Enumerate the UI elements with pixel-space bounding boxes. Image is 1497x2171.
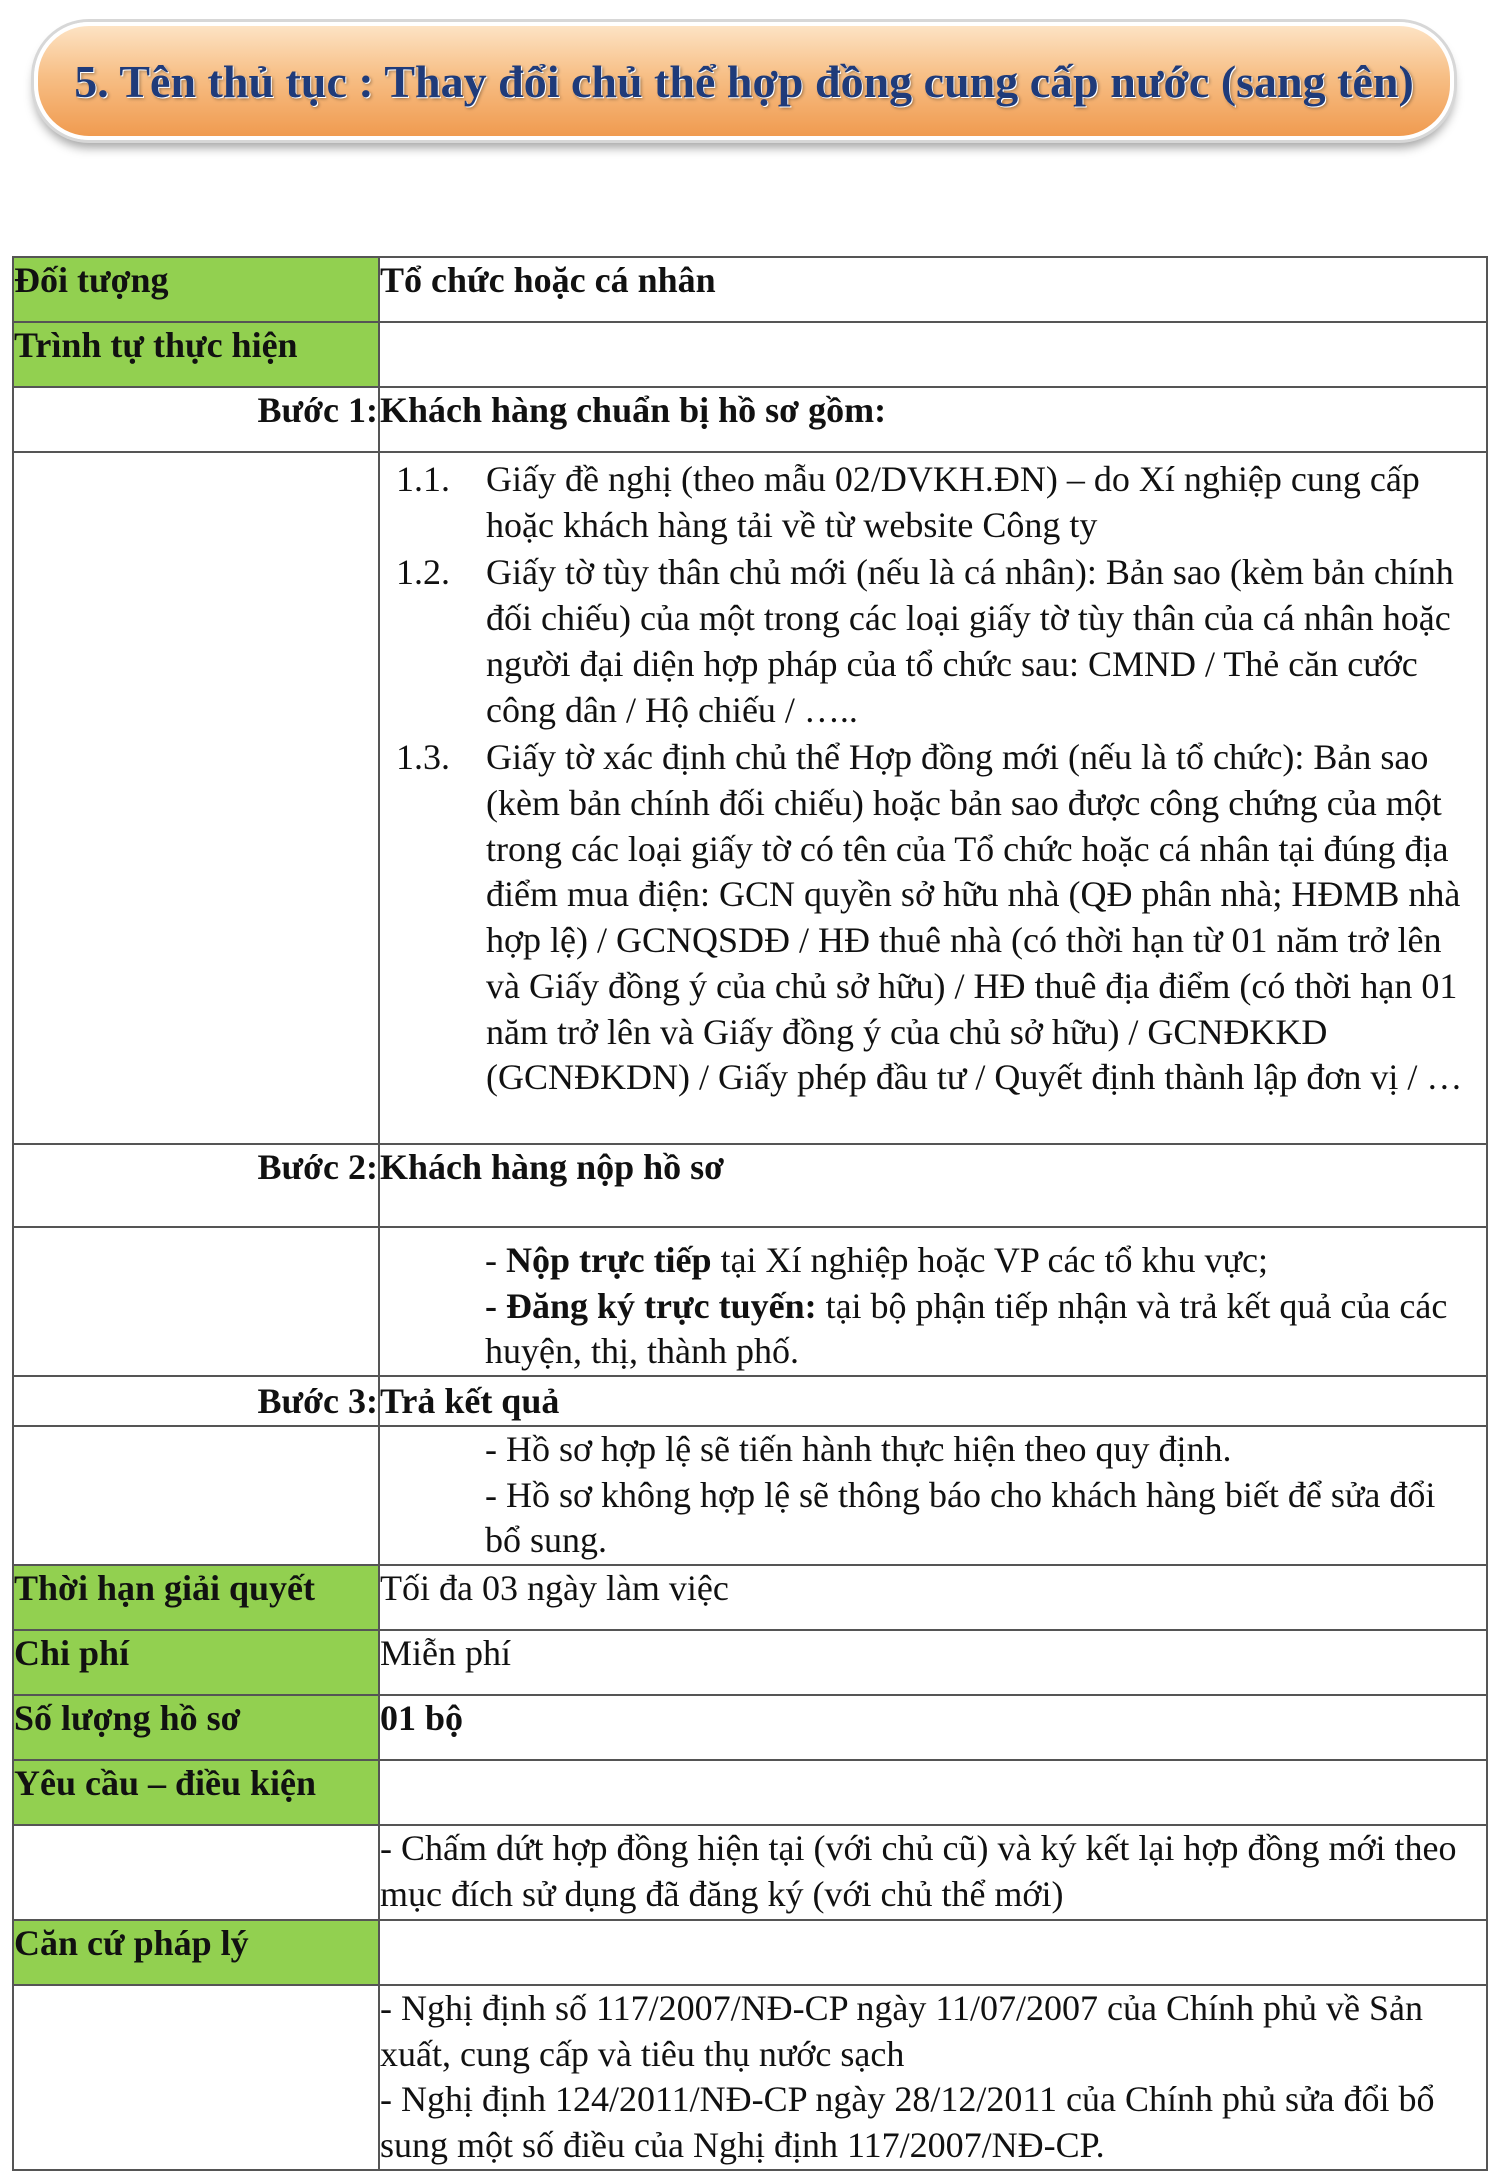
procedure-table bbox=[12, 256, 1488, 2171]
row-thoi-han bbox=[13, 1565, 1487, 1630]
yeu-cau-left-empty bbox=[13, 1825, 379, 1920]
label-doi-tuong: Đối tượng bbox=[13, 257, 379, 322]
can-cu-left-empty bbox=[13, 1985, 379, 2170]
step3-heading: Trả kết quả bbox=[379, 1376, 1487, 1426]
value-so-luong: 01 bộ bbox=[379, 1695, 1487, 1760]
row-buoc2-content bbox=[13, 1227, 1487, 1376]
step2-line2-rest: tại bộ phận tiếp nhận và trả kết quả của các huyện, thị, thành phố. bbox=[485, 1285, 1448, 1372]
label-can-cu: Căn cứ pháp lý bbox=[13, 1920, 379, 1985]
item-text: Giấy tờ xác định chủ thể Hợp đồng mới (nếu là tổ chức): Bản sao (kèm bản chính đối chiếu) hoặc bản sao được công chứng của một trong các loại giấy tờ có tên của Tổ chức hoặc cá nhân tại đúng địa điểm mua điện: GCN quyền sở hữu nhà (QĐ phân nhà; HĐMB nhà hợp lệ) / GCNQSDĐ / HĐ thuê nhà (có thời hạn từ 01 năm trở lên và Giấy đồng ý của chủ sở hữu) / HĐ thuê địa điểm (có thời hạn 01 năm trở lên và Giấy đồng ý của chủ sở hữu) / GCNĐKKD (GCNĐKDN) / Giấy phép đầu tư / Quyết định thành lập đơn vị / … bbox=[486, 737, 1463, 1098]
value-trinh-tu bbox=[379, 322, 1487, 387]
row-buoc1-heading bbox=[13, 387, 1487, 452]
label-chi-phi: Chi phí bbox=[13, 1630, 379, 1695]
value-doi-tuong: Tổ chức hoặc cá nhân bbox=[379, 257, 1487, 322]
step1-label: Bước 1: bbox=[13, 387, 379, 452]
item-text: Giấy tờ tùy thân chủ mới (nếu là cá nhân): Bản sao (kèm bản chính đối chiếu) của một trong các loại giấy tờ tùy thân của cá nhân hoặc người đại diện hợp pháp của tổ chức sau: CMND / Thẻ căn cước công dân / Hộ chiếu / ….. bbox=[486, 552, 1454, 730]
row-chi-phi bbox=[13, 1630, 1487, 1695]
label-thoi-han: Thời hạn giải quyết bbox=[13, 1565, 379, 1630]
value-chi-phi: Miễn phí bbox=[379, 1630, 1487, 1695]
row-can-cu-content bbox=[13, 1985, 1487, 2170]
step1-items bbox=[379, 452, 1487, 1144]
step2-content bbox=[379, 1227, 1487, 1376]
step2-line1: - Nộp trực tiếp tại Xí nghiệp hoặc VP các tổ khu vực; bbox=[485, 1240, 1268, 1280]
step1-left-empty bbox=[13, 452, 379, 1144]
yeu-cau-text: - Chấm dứt hợp đồng hiện tại (với chủ cũ) và ký kết lại hợp đồng mới theo mục đích sử dụng đã đăng ký (với chủ thể mới) bbox=[379, 1825, 1487, 1920]
step3-label: Bước 3: bbox=[13, 1376, 379, 1426]
row-yeu-cau bbox=[13, 1760, 1487, 1825]
title-banner bbox=[34, 22, 1454, 140]
row-yeu-cau-content bbox=[13, 1825, 1487, 1920]
step2-heading: Khách hàng nộp hồ sơ bbox=[379, 1144, 1487, 1227]
step3-left-empty bbox=[13, 1426, 379, 1565]
row-doi-tuong bbox=[13, 257, 1487, 322]
row-can-cu bbox=[13, 1920, 1487, 1985]
value-thoi-han: Tối đa 03 ngày làm việc bbox=[379, 1565, 1487, 1630]
can-cu-line: - Nghị định 124/2011/NĐ-CP ngày 28/12/2011 của Chính phủ sửa đổi bổ sung một số điều của Nghị định 117/2007/NĐ-CP. bbox=[380, 2079, 1435, 2166]
step3-line: - Hồ sơ không hợp lệ sẽ thông báo cho khách hàng biết để sửa đổi bổ sung. bbox=[485, 1474, 1436, 1561]
item-number: 1.2. bbox=[396, 552, 450, 593]
step2-line2 bbox=[380, 1284, 1486, 1375]
can-cu-line: - Nghị định số 117/2007/NĐ-CP ngày 11/07/2007 của Chính phủ về Sản xuất, cung cấp và tiêu thụ nước sạch bbox=[380, 1988, 1423, 2074]
list-item bbox=[396, 457, 1486, 548]
step2-line1-rest: tại Xí nghiệp hoặc VP các tổ khu vực; bbox=[711, 1240, 1268, 1280]
value-can-cu-empty bbox=[379, 1920, 1487, 1985]
row-buoc3-content bbox=[13, 1426, 1487, 1565]
value-yeu-cau-empty bbox=[379, 1760, 1487, 1825]
row-buoc1-items bbox=[13, 452, 1487, 1144]
list-item bbox=[396, 735, 1486, 1101]
step2-label: Bước 2: bbox=[13, 1144, 379, 1227]
step1-heading: Khách hàng chuẩn bị hồ sơ gồm: bbox=[379, 387, 1487, 452]
label-yeu-cau: Yêu cầu – điều kiện bbox=[13, 1760, 379, 1825]
step2-line2-bold: - Đăng ký trực tuyến: bbox=[485, 1285, 817, 1326]
step2-left-empty bbox=[13, 1227, 379, 1376]
step3-content bbox=[379, 1426, 1487, 1565]
label-so-luong: Số lượng hồ sơ bbox=[13, 1695, 379, 1760]
row-trinh-tu bbox=[13, 322, 1487, 387]
row-so-luong bbox=[13, 1695, 1487, 1760]
step2-line1-bold: Nộp trực tiếp bbox=[506, 1240, 712, 1280]
item-text: Giấy đề nghị (theo mẫu 02/DVKH.ĐN) – do Xí nghiệp cung cấp hoặc khách hàng tải về từ website Công ty bbox=[486, 459, 1420, 545]
row-buoc2-heading bbox=[13, 1144, 1487, 1227]
list-item bbox=[396, 550, 1486, 733]
item-number: 1.3. bbox=[396, 737, 450, 778]
item-number: 1.1. bbox=[396, 459, 450, 499]
row-buoc3-heading bbox=[13, 1376, 1487, 1426]
page-title: 5. Tên thủ tục : Thay đổi chủ thể hợp đồng cung cấp nước (sang tên) bbox=[74, 55, 1414, 107]
can-cu-content bbox=[379, 1985, 1487, 2170]
step3-line: - Hồ sơ hợp lệ sẽ tiến hành thực hiện theo quy định. bbox=[485, 1428, 1232, 1469]
label-trinh-tu: Trình tự thực hiện bbox=[13, 322, 379, 387]
